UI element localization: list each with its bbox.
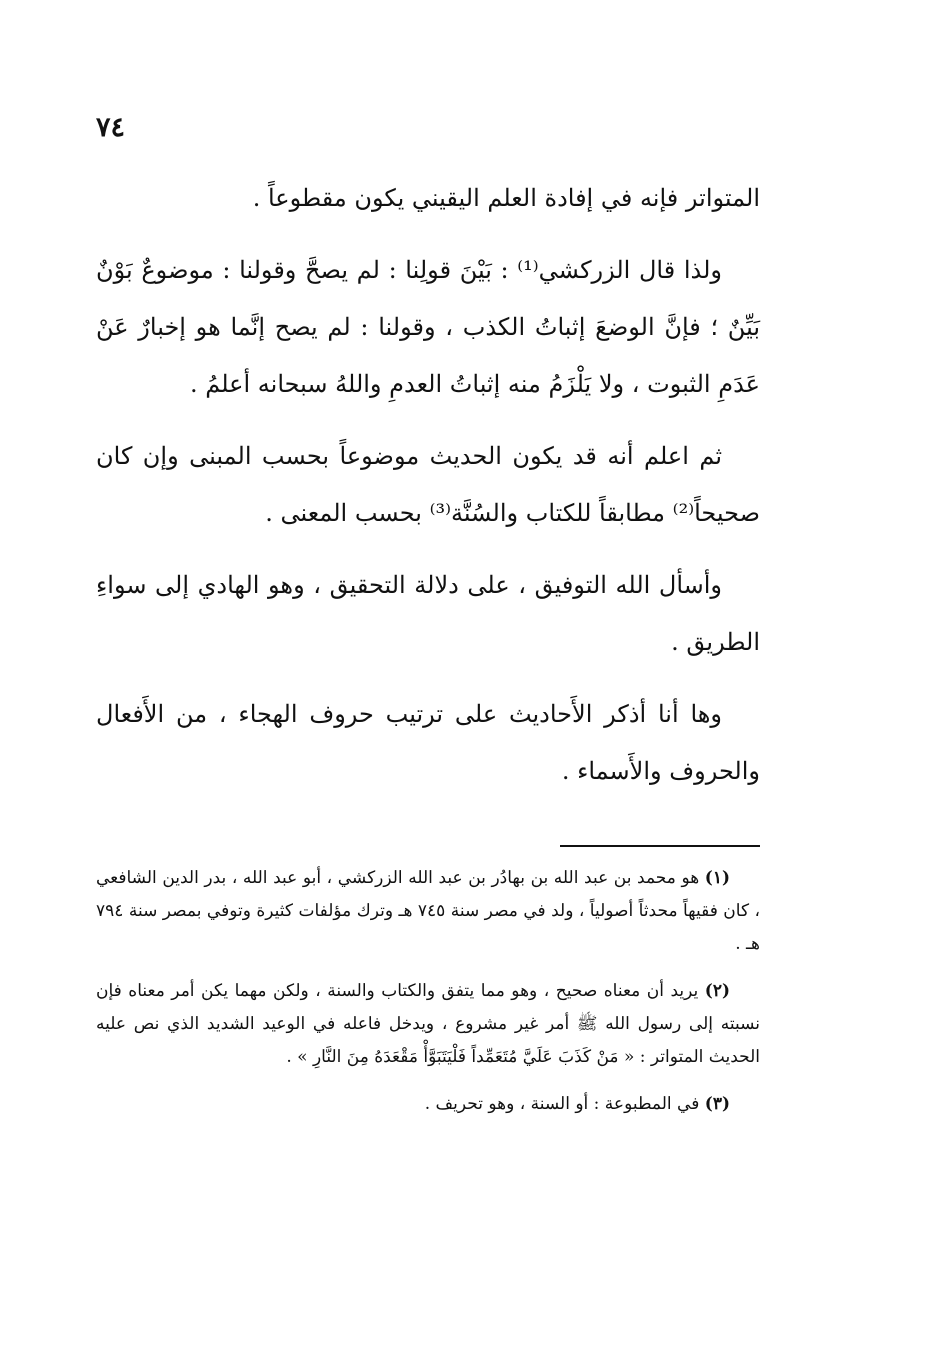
page-number: ٧٤ [96,112,126,143]
footnote [96,975,760,1074]
footnote-text: هو محمد بن عبد الله بن بهادُر بن عبد الله الزركشي ، أبو عبد الله ، بدر الدين الشافعي ، كان فقيهاً محدثاً أصولياً ، ولد في مصر سنة ٧٤٥ هـ وترك مؤلفات كثيرة وتوفي بمصر سنة ٧٩٤ هـ . [96,868,760,954]
footnote [96,1088,760,1121]
footnote-number: (٣) [704,1094,730,1114]
footnotes [96,862,760,1135]
paragraph: ولذا قال الزركشي⁽¹⁾ : بَيْنَ قولِنا : لم يصحَّ وقولنا : موضوعٌ بَوْنٌ بَيِّنٌ ؛ فإنَّ الوضعَ إثباتُ الكذب ، وقولنا : لم يصح إنَّما هو إخبارٌ عَنْ عَدَمِ الثبوت ، ولا يَلْزَمُ منه إثباتُ العدمِ واللهُ سبحانه أعلمُ . [96,256,760,398]
main-text [96,170,760,815]
paragraph: وها أنا أذكر الأَحاديث على ترتيب حروف الهجاء ، من الأَفعال والحروف والأَسماء . [96,700,760,785]
footnote-number: (٢) [704,981,730,1001]
footnote-text: في المطبوعة : أو السنة ، وهو تحريف . [424,1094,700,1114]
footnote-number: (١) [704,868,731,888]
footnote-text: يريد أن معناه صحيح ، وهو مما يتفق والكتاب والسنة ، ولكن مهما يكن أمر معناه فإن نسبته إلى رسول الله ﷺ أمر غير مشروع ، ويدخل فاعله في الوعيد الشديد الذي نص عليه الحديث المتواتر : « مَنْ كَذَبَ عَلَيَّ مُتَعَمِّداً فَلْيَتَبَوَّأْ مَقْعَدَهُ مِنَ النَّارِ » . [96,981,760,1067]
paragraph: ثم اعلم أنه قد يكون الحديث موضوعاً بحسب المبنى وإن كان صحيحاً⁽²⁾ مطابقاً للكتاب والسُنَّة⁽³⁾ بحسب المعنى . [96,442,760,527]
paragraph: المتواتر فإنه في إفادة العلم اليقيني يكون مقطوعاً . [252,184,760,212]
footnote-divider [560,845,760,847]
paragraph: وأسأل الله التوفيق ، على دلالة التحقيق ، وهو الهادي إلى سواءِ الطريق . [96,571,760,656]
footnote [96,862,760,961]
